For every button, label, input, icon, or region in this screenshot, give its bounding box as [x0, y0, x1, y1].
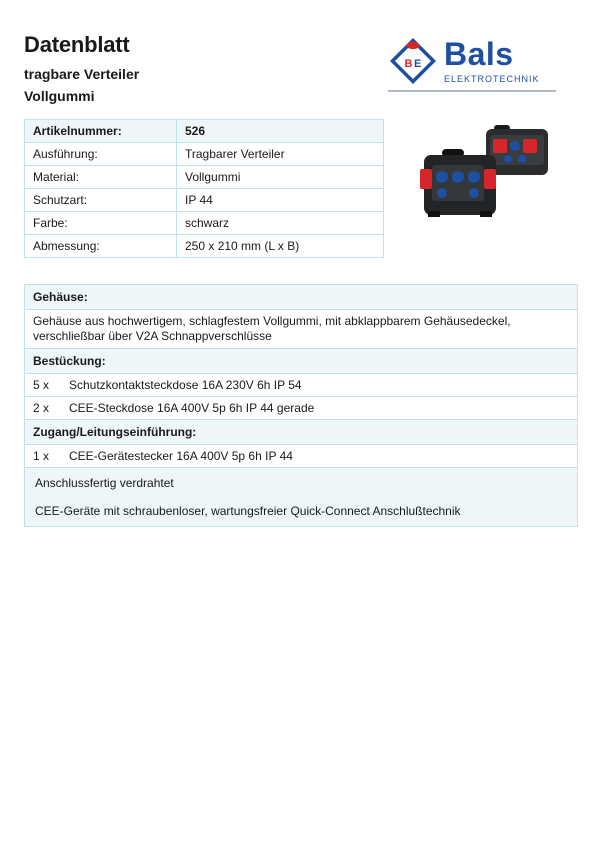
spec-row [25, 189, 384, 212]
section-title: Bestückung: [25, 349, 578, 374]
product-image [420, 121, 554, 221]
bals-logo [388, 36, 556, 94]
section-header-housing [25, 285, 578, 310]
spec-label: Schutzart: [25, 189, 177, 212]
note-text: CEE-Geräte mit schraubenloser, wartungsfreier Quick-Connect Anschlußtechnik [35, 504, 461, 518]
spec-value: 250 x 210 mm (L x B) [177, 235, 384, 258]
spec-value: IP 44 [177, 189, 384, 212]
equipment-row [25, 374, 578, 397]
spec-value: schwarz [177, 212, 384, 235]
housing-description-row [25, 310, 578, 349]
details-table [24, 284, 578, 527]
spec-label: Material: [25, 166, 177, 189]
item-quantity: 1 x [25, 445, 62, 468]
section-title: Gehäuse: [25, 285, 578, 310]
equipment-row [25, 397, 578, 420]
section-header-access [25, 420, 578, 445]
item-description: CEE-Steckdose 16A 400V 5p 6h IP 44 gerade [61, 397, 578, 420]
spec-row [25, 235, 384, 258]
document-title: Datenblatt [24, 32, 130, 57]
spec-value: Vollgummi [177, 166, 384, 189]
spec-label: Farbe: [25, 212, 177, 235]
spec-label: Artikelnummer: [25, 120, 177, 143]
item-quantity: 5 x [25, 374, 62, 397]
housing-description: Gehäuse aus hochwertigem, schlagfestem Vollgummi, mit abklappbarem Gehäusedeckel, verschließbar über V2A Schnappverschlüsse [25, 310, 578, 349]
badge-letter-e: E [414, 58, 422, 70]
spec-row [25, 166, 384, 189]
spec-value: Tragbarer Verteiler [177, 143, 384, 166]
product-category: tragbare Verteiler [24, 66, 140, 82]
item-description: Schutzkontaktsteckdose 16A 230V 6h IP 54 [61, 374, 578, 397]
spec-value: 526 [177, 120, 384, 143]
section-header-equipment [25, 349, 578, 374]
notes-row [25, 468, 578, 527]
brand-tagline: ELEKTROTECHNIK [444, 74, 540, 84]
spec-label: Abmessung: [25, 235, 177, 258]
item-quantity: 2 x [25, 397, 62, 420]
badge-letter-b: B [404, 58, 413, 70]
spec-table [24, 119, 384, 258]
brand-name: Bals [444, 36, 514, 72]
note-text: Anschlussfertig verdrahtet [35, 476, 174, 490]
bals-badge-icon [388, 36, 438, 86]
logo-divider [388, 90, 556, 92]
product-material: Vollgummi [24, 88, 95, 104]
access-row [25, 445, 578, 468]
spec-row [25, 143, 384, 166]
spec-label: Ausführung: [25, 143, 177, 166]
spec-row-article [25, 120, 384, 143]
spec-row [25, 212, 384, 235]
section-title: Zugang/Leitungseinführung: [25, 420, 578, 445]
item-description: CEE-Gerätestecker 16A 400V 5p 6h IP 44 [61, 445, 578, 468]
notes-cell [25, 468, 578, 527]
